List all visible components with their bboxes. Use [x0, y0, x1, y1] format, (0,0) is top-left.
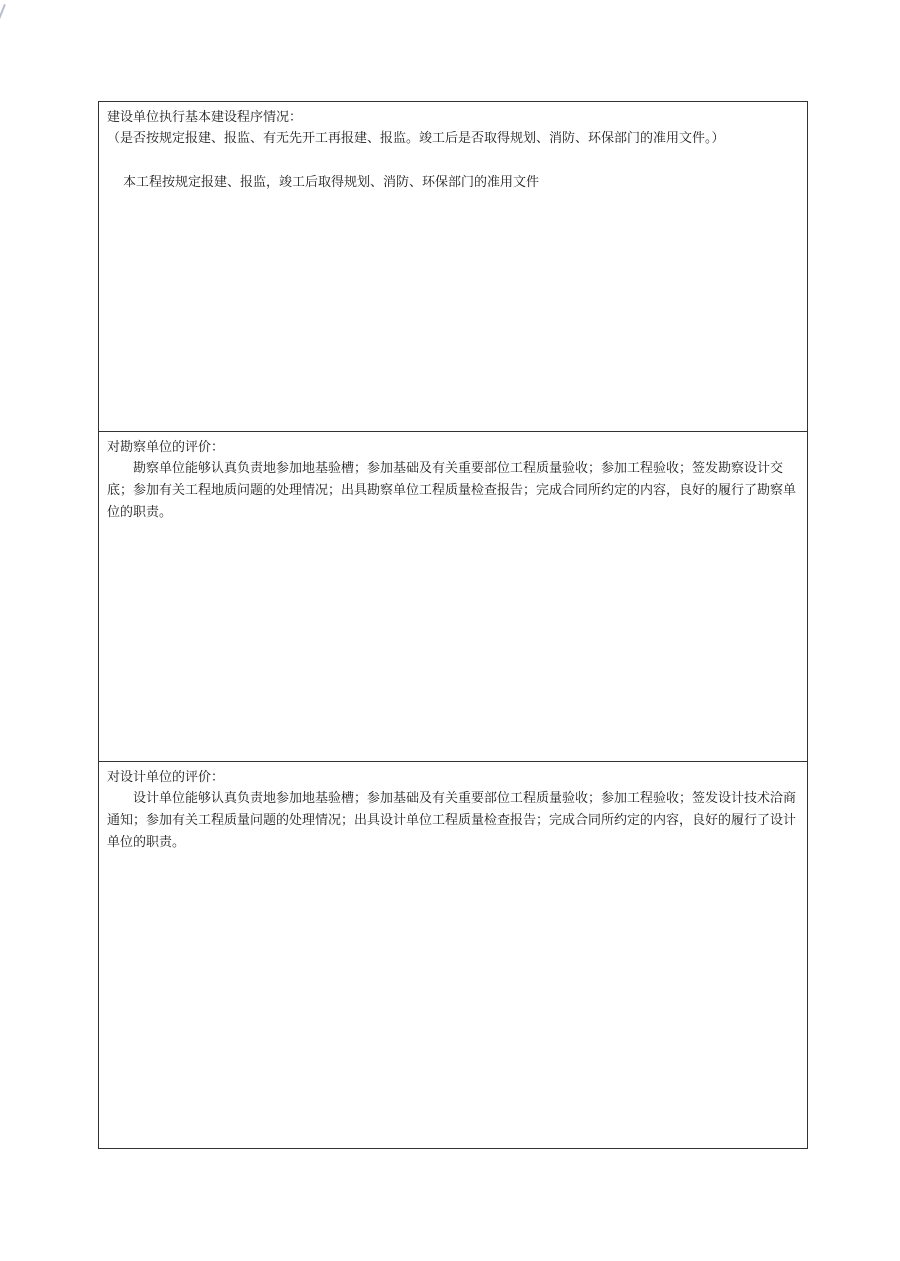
- design-unit-evaluation: 设计单位能够认真负责地参加地基验槽；参加基础及有关重要部位工程质量验收；参加工程验收；签发设计技术洽商通知；参加有关工程质量问题的处理情况；出具设计单位工程质量检查报告；完成合同所约定的内容，良好的履行了设计单位的职责。: [107, 791, 797, 850]
- scan-artifact-line: [0, 4, 6, 72]
- survey-unit-heading: 对勘察单位的评价：: [107, 440, 225, 455]
- construction-procedure-content: 本工程按规定报建、报监，竣工后取得规划、消防、环保部门的准用文件: [123, 175, 540, 190]
- design-unit-section: [99, 762, 807, 1148]
- construction-procedure-instruction: （是否按规定报建、报监、有无先开工再报建、报监。竣工后是否取得规划、消防、环保部门的准用文件。）: [107, 131, 725, 146]
- evaluation-form-table: [98, 101, 808, 1149]
- design-unit-heading: 对设计单位的评价：: [107, 770, 225, 785]
- survey-unit-section: [99, 432, 807, 762]
- construction-procedure-heading: 建设单位执行基本建设程序情况：: [107, 110, 303, 125]
- survey-unit-evaluation: 勘察单位能够认真负责地参加地基验槽；参加基础及有关重要部位工程质量验收；参加工程验收；签发勘察设计交底；参加有关工程地质问题的处理情况；出具勘察单位工程质量检查报告；完成合同所约定的内容，良好的履行了勘察单位的职责。: [107, 461, 797, 520]
- construction-procedure-section: [99, 102, 807, 432]
